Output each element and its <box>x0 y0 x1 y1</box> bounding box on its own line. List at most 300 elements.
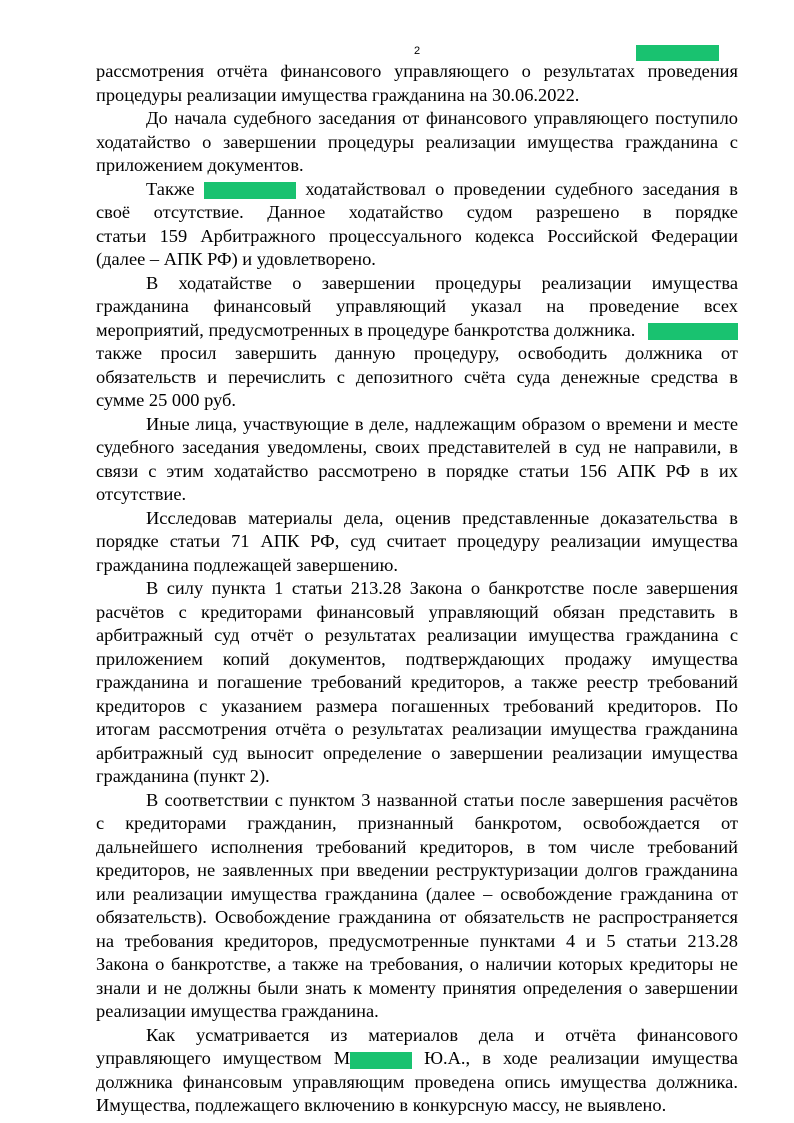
word: в <box>729 366 738 387</box>
text-line <box>96 342 738 366</box>
word: 159 <box>159 225 188 246</box>
word: а <box>277 954 286 975</box>
word: дела, <box>344 507 384 528</box>
word: Федерации <box>651 225 738 246</box>
word: должника <box>96 1071 173 1092</box>
word: гражданина <box>625 625 719 646</box>
word: управляющий <box>336 296 447 317</box>
word: на <box>96 930 115 951</box>
word: гражданина <box>96 672 189 693</box>
text-line <box>96 107 738 131</box>
word: статьи <box>626 930 677 951</box>
word: кредиторами <box>201 601 303 622</box>
word: о <box>292 272 302 293</box>
word: знали <box>96 977 141 998</box>
word: с <box>148 460 157 481</box>
word: также <box>96 343 142 364</box>
word: данную <box>335 343 396 364</box>
text-line <box>96 319 738 343</box>
text-line <box>96 131 738 155</box>
word: Иные <box>146 413 190 434</box>
text-line <box>96 366 738 390</box>
word: их <box>718 460 738 481</box>
word: (далее <box>425 883 476 904</box>
word: рассмотрения <box>96 61 205 82</box>
word: деле, <box>369 413 409 434</box>
word: процессуального <box>328 225 462 246</box>
word: денежные <box>561 366 640 387</box>
word: о <box>334 719 344 740</box>
word: требования, <box>369 954 464 975</box>
word: заседания <box>318 108 396 129</box>
word: Арбитражного <box>200 225 316 246</box>
text-line <box>96 248 738 272</box>
redaction-mark <box>204 182 296 199</box>
word: которых <box>558 954 623 975</box>
word: распространяется <box>598 907 738 928</box>
word: статьи <box>291 578 343 599</box>
word: проведение <box>589 296 680 317</box>
word: управляющего <box>533 108 649 129</box>
word: дальнейшего <box>96 836 198 857</box>
word: просил <box>160 343 217 364</box>
word: 4 <box>565 930 576 951</box>
word: отчёт <box>250 625 294 646</box>
word: от <box>402 108 420 129</box>
text-line <box>96 718 738 742</box>
word: с <box>729 625 738 646</box>
word: принятия <box>442 977 517 998</box>
word: пунктами <box>479 930 556 951</box>
text-line <box>96 836 738 860</box>
word: М <box>334 1048 412 1069</box>
word: имущества <box>230 883 318 904</box>
text-line <box>96 84 738 108</box>
word: и <box>207 366 218 387</box>
word: погашенных <box>391 695 490 716</box>
word: управляющего <box>394 61 509 82</box>
word: суд <box>214 625 240 646</box>
word: финансового <box>426 108 528 129</box>
word: статьи <box>518 460 570 481</box>
word: начала <box>174 108 227 129</box>
word: в <box>643 202 652 223</box>
word: пункта <box>211 578 266 599</box>
text-line <box>96 1047 738 1071</box>
word: сумме 25 000 руб. <box>96 390 236 411</box>
word: завершении <box>449 742 543 763</box>
word: времени <box>606 413 672 434</box>
word: в <box>700 460 709 481</box>
word: Российской <box>547 225 638 246</box>
word: кредиторов, <box>224 930 319 951</box>
word: банкротстве <box>488 578 585 599</box>
word: этим <box>166 460 204 481</box>
word: завершения <box>571 789 664 810</box>
word: средства <box>650 366 719 387</box>
text-line <box>96 1024 738 1048</box>
word: обязательств <box>464 907 565 928</box>
word: ходатайство <box>348 202 444 223</box>
word: процедуры <box>435 272 522 293</box>
word: были <box>257 977 299 998</box>
word: долгов <box>585 860 638 881</box>
word: опись <box>504 1071 551 1092</box>
word: о <box>155 954 165 975</box>
word: гражданина <box>645 860 738 881</box>
text-line <box>96 413 738 437</box>
redaction-mark <box>648 323 738 340</box>
word: счёта <box>463 366 506 387</box>
word: суда <box>516 366 551 387</box>
word: завершении <box>223 131 317 152</box>
word: и <box>585 930 596 951</box>
word: предусмотренные <box>328 930 470 951</box>
word: о <box>628 977 638 998</box>
word: До <box>146 108 168 129</box>
word: требований <box>316 836 407 857</box>
word: порядке <box>446 460 509 481</box>
word: суд <box>212 742 238 763</box>
word: документов, <box>289 648 386 669</box>
word: реализации <box>132 883 223 904</box>
word: имущества <box>560 1071 647 1092</box>
word: проведении <box>453 178 546 199</box>
word: отчёта <box>565 1024 617 1045</box>
word: обязательств). <box>96 907 207 928</box>
word: указанием <box>221 695 303 716</box>
word: (далее – АПК РФ) и удовлетворено. <box>96 249 376 270</box>
word: от <box>720 343 738 364</box>
word: расчётов <box>96 601 165 622</box>
word: копий <box>222 648 270 669</box>
word: реализации <box>425 131 516 152</box>
word: заседания <box>182 437 260 458</box>
word: имущества <box>651 648 738 669</box>
word: гражданина (пункт 2). <box>96 766 270 787</box>
text-line <box>96 765 738 789</box>
word: завершения <box>646 578 738 599</box>
word: ходатайстве <box>178 272 272 293</box>
word: о <box>470 578 481 599</box>
word: о <box>435 178 445 199</box>
word: статьи <box>169 531 221 552</box>
word: – <box>483 883 493 904</box>
word: дела <box>478 1024 514 1045</box>
word: кредиторы <box>629 954 714 975</box>
word: признанный <box>357 813 454 834</box>
word: всех <box>703 296 738 317</box>
word: считает <box>386 531 447 552</box>
text-line <box>96 906 738 930</box>
word: финансовый <box>213 296 312 317</box>
word: гражданина <box>96 296 189 317</box>
word: реализации <box>549 1048 640 1069</box>
word: усматривается <box>195 1024 310 1045</box>
word: в <box>482 1048 491 1069</box>
word: размера <box>315 695 378 716</box>
document-body <box>96 60 738 1118</box>
word: своих <box>374 437 420 458</box>
word: погашение <box>217 672 303 693</box>
word: также <box>531 672 578 693</box>
word: 5 <box>606 930 616 951</box>
word: кредиторов, <box>410 672 505 693</box>
text-line <box>96 389 738 413</box>
word: процедуру <box>457 531 540 552</box>
text-line <box>96 154 738 178</box>
word: образом <box>521 413 586 434</box>
text-line <box>96 930 738 954</box>
text-line <box>96 1071 738 1095</box>
word: обязательств <box>96 366 197 387</box>
word: имущества <box>527 131 614 152</box>
word: из <box>330 1024 348 1045</box>
word: реализации <box>541 272 632 293</box>
word: поступило <box>655 108 738 129</box>
word: кредиторов, <box>419 836 514 857</box>
redaction-mark <box>636 45 719 61</box>
word <box>204 179 296 200</box>
word: 156 <box>579 460 607 481</box>
word: в <box>427 460 436 481</box>
word: от <box>439 907 457 928</box>
word: судебного <box>96 437 175 458</box>
word: перечислить <box>228 366 326 387</box>
word: гражданин, <box>247 813 337 834</box>
word: числе <box>589 836 635 857</box>
word: обязан <box>552 601 605 622</box>
text-line <box>96 953 738 977</box>
word: о <box>304 625 314 646</box>
word: Как <box>146 1024 176 1045</box>
text-line <box>96 742 738 766</box>
word: а <box>514 672 523 693</box>
word: в <box>729 437 738 458</box>
text-line <box>96 577 738 601</box>
word: имущества <box>651 531 738 552</box>
word: освободить <box>517 343 608 364</box>
text-line <box>96 178 738 202</box>
word: финансовым <box>182 1071 283 1092</box>
word: введении <box>356 860 429 881</box>
word: АПК <box>616 460 656 481</box>
text-line <box>96 883 738 907</box>
word: кредиторами <box>125 813 227 834</box>
word: реализации <box>550 531 641 552</box>
word: выносит <box>247 742 314 763</box>
word: отчёта <box>275 719 327 740</box>
word: о <box>591 413 601 434</box>
word: требований <box>503 695 594 716</box>
word: имуществом <box>222 1048 322 1069</box>
word: гражданина <box>338 907 432 928</box>
word: требований <box>647 672 738 693</box>
word: имущества <box>651 1048 738 1069</box>
word: банкротом, <box>474 813 562 834</box>
word: гражданина <box>325 883 418 904</box>
word: о <box>521 61 531 82</box>
word: уведомлены, <box>267 437 368 458</box>
word: не <box>163 977 182 998</box>
word: результатах <box>324 625 417 646</box>
word: кредиторов, <box>96 860 190 881</box>
word: имущества <box>528 625 615 646</box>
word: к <box>353 977 363 998</box>
word: реестр <box>586 672 639 693</box>
text-line <box>96 225 738 249</box>
word: имущества <box>651 742 738 763</box>
word: гражданина <box>645 719 738 740</box>
word: суд <box>350 531 376 552</box>
word: требований <box>311 672 402 693</box>
word: от <box>720 883 738 904</box>
word: ходатайство <box>213 460 309 481</box>
text-line <box>96 60 738 84</box>
word: приложением документов. <box>96 155 304 176</box>
word: соответствии <box>164 789 269 810</box>
text-line <box>96 671 738 695</box>
word: требований <box>647 836 738 857</box>
word: реализации <box>451 719 542 740</box>
word: заявленных <box>222 860 314 881</box>
word: Ю.А., <box>424 1048 471 1069</box>
word: и <box>677 413 688 434</box>
word: в <box>729 507 738 528</box>
word: не <box>608 437 627 458</box>
word: судебного <box>233 108 312 129</box>
word: порядке <box>675 202 738 223</box>
text-line <box>96 460 738 484</box>
text-line <box>96 977 738 1001</box>
word: представителей <box>427 437 551 458</box>
text-line <box>96 295 738 319</box>
word: Исследовав <box>146 507 237 528</box>
word: ходатайство <box>96 131 191 152</box>
word: оценив <box>395 507 451 528</box>
word: проведения <box>647 61 738 82</box>
word: завершении <box>321 272 415 293</box>
word: моменту <box>368 977 436 998</box>
word: надлежащим <box>414 413 516 434</box>
word: В <box>146 272 159 293</box>
word: продажу <box>564 648 632 669</box>
word: Освобождение <box>214 907 331 928</box>
word: отчёта <box>216 61 268 82</box>
word: мероприятий, предусмотренных в процедуре банкротства должника. <box>96 319 636 340</box>
word: гражданина <box>620 883 713 904</box>
word: 213.28 <box>687 930 738 951</box>
word: ходатайствовал <box>305 178 426 199</box>
word: кредиторов <box>96 695 186 716</box>
word: в <box>354 413 364 434</box>
redaction-mark <box>350 1052 412 1069</box>
word: не <box>197 860 216 881</box>
word: Также <box>146 178 195 199</box>
word: о <box>469 954 479 975</box>
word: реализации имущества гражданина. <box>96 1001 379 1022</box>
word: арбитражный <box>96 625 203 646</box>
word: с <box>274 789 283 810</box>
word: должны <box>188 977 251 998</box>
word: рассмотрения <box>158 719 267 740</box>
word: о <box>431 742 441 763</box>
word <box>648 320 738 341</box>
word: АПК <box>260 531 300 552</box>
word: должника. <box>656 1071 738 1092</box>
word: Данное <box>267 202 326 223</box>
word: представленные <box>462 507 590 528</box>
word: управляющим <box>292 1071 405 1092</box>
word: не <box>572 907 591 928</box>
text-line <box>96 436 738 460</box>
word: и <box>534 1024 545 1045</box>
page-number: 2 <box>413 45 421 57</box>
text-line <box>96 530 738 554</box>
word: результатах <box>352 719 444 740</box>
word: 213.28 <box>350 578 402 599</box>
text-line <box>96 201 738 225</box>
word: судом <box>466 202 513 223</box>
word: разрешено <box>536 202 620 223</box>
word: с <box>178 601 187 622</box>
word: статьи <box>463 789 515 810</box>
word: заседания <box>642 178 720 199</box>
word: имущества <box>651 272 738 293</box>
word: в <box>558 437 568 458</box>
word: процедуры <box>327 131 415 152</box>
word: в <box>729 178 738 199</box>
word: связи <box>96 460 139 481</box>
word: ходе <box>502 1048 538 1069</box>
word: доказательства <box>600 507 718 528</box>
word: знать <box>305 977 347 998</box>
text-line <box>96 601 738 625</box>
word: освобождается <box>583 813 700 834</box>
word: итогам <box>96 719 151 740</box>
word: участвующие <box>243 413 349 434</box>
word: расчётов <box>669 789 738 810</box>
word: 1 <box>274 578 284 599</box>
word: отсутствие. <box>153 202 244 223</box>
word: имущества <box>550 719 637 740</box>
word: пунктом <box>289 789 356 810</box>
text-line <box>96 1000 738 1024</box>
word: Закона <box>96 954 149 975</box>
word: суд <box>575 437 601 458</box>
word: банкротстве, <box>170 954 272 975</box>
text-line <box>96 272 738 296</box>
word: По <box>715 695 738 716</box>
text-line <box>96 648 738 672</box>
word: реализации <box>427 625 518 646</box>
word: финансового <box>280 61 382 82</box>
word: наличии <box>485 954 552 975</box>
word: проведена <box>414 1071 495 1092</box>
word: РФ, <box>310 531 340 552</box>
word: и <box>147 977 158 998</box>
word: кредиторов. <box>607 695 702 716</box>
word: рассмотрено <box>318 460 418 481</box>
word: Имущества, подлежащего включению в конкурсную массу, не выявлено. <box>96 1095 667 1116</box>
text-line <box>96 695 738 719</box>
word: исполнения <box>210 836 303 857</box>
word: завершить <box>234 343 317 364</box>
word: завершении <box>644 977 738 998</box>
word: требования <box>124 930 214 951</box>
word: результатах <box>543 61 635 82</box>
word: материалов <box>368 1024 459 1045</box>
